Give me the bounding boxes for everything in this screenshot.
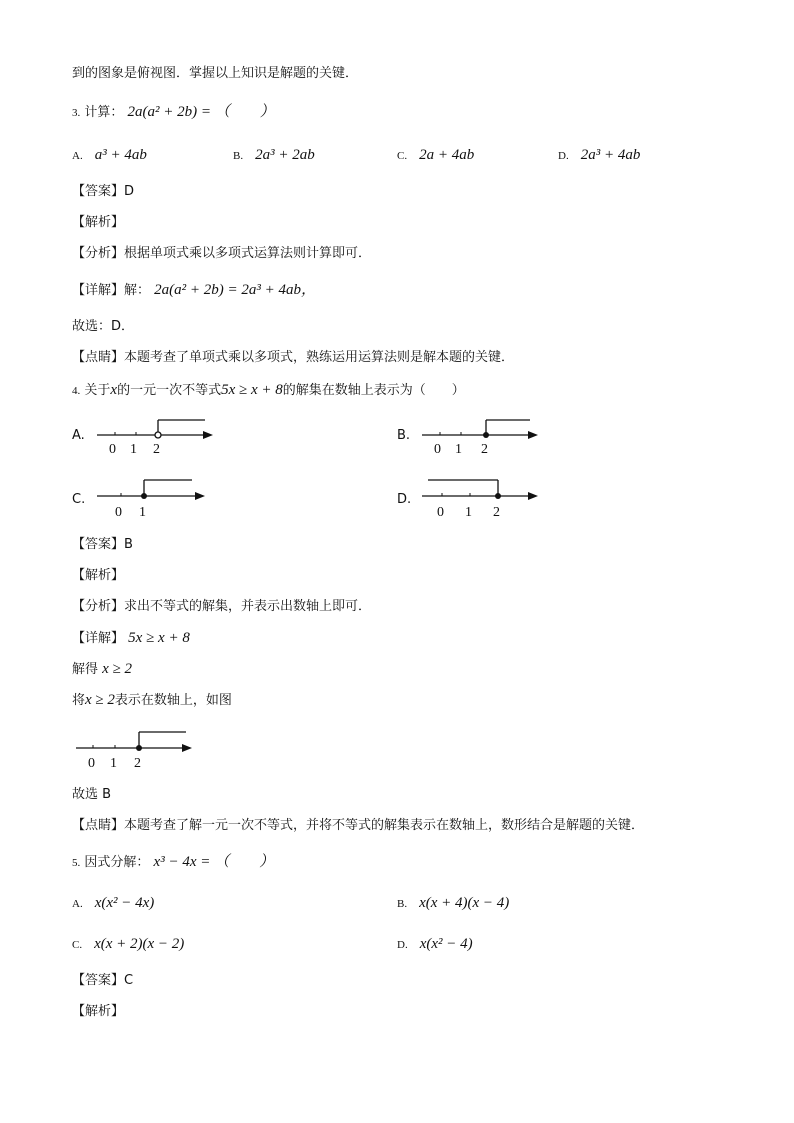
question-5-stem: 5. 因式分解： x³ − 4x = （ ）: [72, 854, 275, 870]
q3-choice: 故选：D．: [72, 319, 135, 334]
tick-2: 2: [481, 442, 488, 457]
q3-jiexi: 【解析】: [72, 215, 125, 230]
question-3-stem: [72, 102, 275, 123]
q4-option-b-numberline: [420, 410, 545, 458]
tick-0: 0: [437, 505, 444, 520]
q5-option-a[interactable]: A. x(x² − 4x): [72, 895, 155, 911]
q4-solve-result: 解得 x ≥ 2: [72, 661, 133, 677]
q3-detailed-solution: 【详解】解： 2a(a² + 2b) = 2a³ + 4ab，: [72, 282, 317, 298]
q3-option-b[interactable]: B. 2a³ + 2ab: [233, 147, 315, 163]
tick-1: 1: [139, 505, 146, 520]
q4-choice: 故选 B: [72, 787, 112, 802]
tick-0: 0: [115, 505, 122, 520]
tick-1: 1: [130, 442, 137, 457]
q4-option-a-label[interactable]: A.: [72, 428, 85, 443]
question-4-stem: 4. 关于x的一元一次不等式5x ≥ x + 8的解集在数轴上表示为（ ）: [72, 382, 465, 398]
q4-comment: 【点睛】本题考查了解一元一次不等式，并将不等式的解集表示在数轴上，数形结合是解题的关键．: [72, 818, 645, 833]
q4-option-b-label[interactable]: B.: [397, 428, 411, 443]
q5-answer: 【答案】C: [72, 973, 134, 988]
q5-option-c[interactable]: C. x(x + 2)(x − 2): [72, 936, 185, 952]
q3-option-d[interactable]: D. 2a³ + 4ab: [558, 147, 641, 163]
tick-1: 1: [465, 505, 472, 520]
question-expression: 2a(a² + 2b) = （ ）: [127, 104, 275, 120]
tick-1: 1: [455, 442, 462, 457]
tick-2: 2: [153, 442, 160, 457]
q4-analysis: 【分析】求出不等式的解集，并表示出数轴上即可．: [72, 599, 372, 614]
q5-option-d[interactable]: D. x(x² − 4): [397, 936, 473, 952]
question-label: 计算：: [84, 105, 124, 120]
q4-represent-line: 将x ≥ 2表示在数轴上，如图: [72, 692, 232, 708]
q5-option-b[interactable]: B. x(x + 4)(x − 4): [397, 895, 510, 911]
q4-option-d-numberline: [420, 474, 545, 522]
q4-detailed-solution: 【详解】 5x ≥ x + 8: [72, 630, 190, 646]
tick-1: 1: [110, 756, 117, 771]
q3-comment: 【点睛】本题考查了单项式乘以多项式，熟练运用运算法则是解本题的关键．: [72, 350, 515, 365]
tick-2: 2: [134, 756, 141, 771]
q4-jiexi: 【解析】: [72, 568, 125, 583]
q4-option-d-label[interactable]: D.: [397, 492, 412, 507]
tick-0: 0: [434, 442, 441, 457]
previous-solution-ending: 到的图象是俯视图．掌握以上知识是解题的关键．: [72, 66, 359, 81]
tick-0: 0: [109, 442, 116, 457]
question-number: 3.: [72, 107, 81, 119]
q4-option-c-numberline: [95, 474, 215, 522]
q4-option-a-numberline: [95, 410, 220, 458]
q4-option-c-label[interactable]: C.: [72, 492, 86, 507]
tick-0: 0: [88, 756, 95, 771]
q3-option-a[interactable]: A. a³ + 4ab: [72, 147, 147, 163]
q3-answer: 【答案】D: [72, 184, 135, 199]
q5-jiexi: 【解析】: [72, 1004, 125, 1019]
q3-analysis: 【分析】根据单项式乘以多项式运算法则计算即可．: [72, 246, 372, 261]
tick-2: 2: [493, 505, 500, 520]
q4-answer: 【答案】B: [72, 537, 133, 552]
q4-solution-numberline: [72, 726, 202, 772]
q3-option-c[interactable]: C. 2a + 4ab: [397, 147, 475, 163]
